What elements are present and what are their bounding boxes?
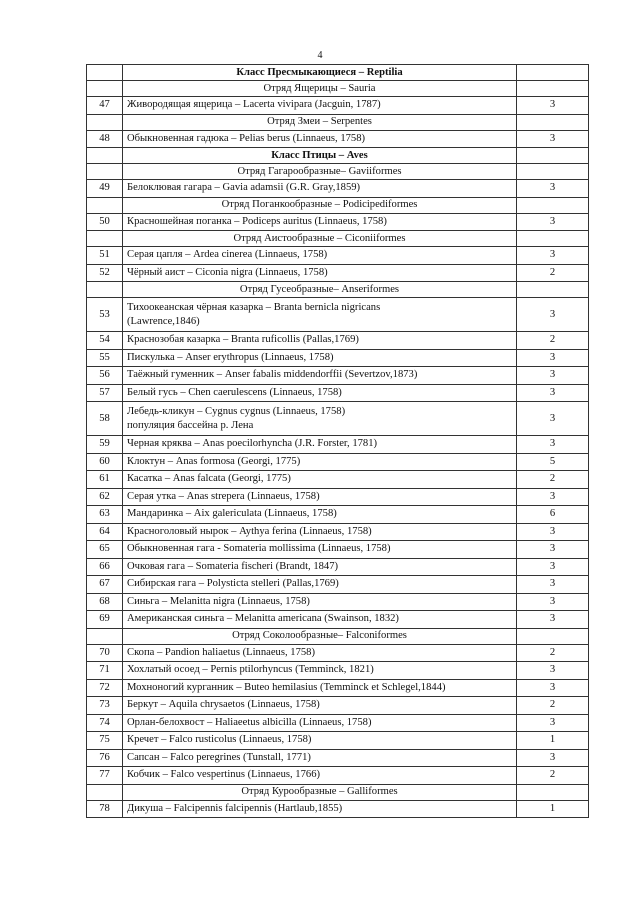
species-row — [87, 679, 589, 697]
species-row — [87, 130, 589, 148]
species-name-cell — [123, 298, 517, 332]
species-name-line: Серая утка – Anas strepera (Linnaeus, 1758) — [127, 490, 320, 502]
species-name-line: Обыкновенная гага - Somateria mollissima (Linnaeus, 1758) — [127, 543, 391, 555]
species-row — [87, 488, 589, 506]
species-name-line: Пискулька – Anser erythropus (Linnaeus, 1758) — [127, 351, 334, 363]
species-number: 57 — [87, 384, 123, 402]
species-name-cell — [123, 367, 517, 385]
species-name-cell — [123, 800, 517, 818]
species-number: 53 — [87, 298, 123, 332]
order-title: Отряд Поганкообразные – Podicipediformes — [123, 197, 517, 213]
species-name-line: Сапсан – Falco peregrines (Tunstall, 1771) — [127, 751, 311, 763]
empty-cell — [87, 231, 123, 247]
species-table — [86, 64, 589, 818]
species-row — [87, 453, 589, 471]
species-name-line: Таёжный гуменник – Anser fabalis middendorffii (Severtzov,1873) — [127, 369, 418, 381]
species-name-line: Беркут – Aquila chrysaetos (Linnaeus, 1758) — [127, 699, 320, 711]
species-name-line: Белый гусь – Chen caerulescens (Linnaeus, 1758) — [127, 386, 342, 398]
species-number: 59 — [87, 436, 123, 454]
species-name-cell — [123, 593, 517, 611]
empty-cell — [87, 197, 123, 213]
species-name-line: Черная кряква – Anas poecilorhyncha (J.R. Forster, 1781) — [127, 438, 378, 450]
species-name-cell — [123, 349, 517, 367]
status-category: 3 — [517, 130, 589, 148]
species-number: 54 — [87, 332, 123, 350]
species-number: 56 — [87, 367, 123, 385]
species-number: 70 — [87, 644, 123, 662]
species-number: 62 — [87, 488, 123, 506]
species-name-cell — [123, 247, 517, 265]
order-header-row — [87, 81, 589, 97]
species-row — [87, 349, 589, 367]
species-name-line: Красноголовый нырок – Aythya ferina (Linnaeus, 1758) — [127, 525, 372, 537]
species-name-cell — [123, 662, 517, 680]
species-name-line: Орлан-белохвост – Haliaeetus albicilla (Linnaeus, 1758) — [127, 716, 372, 728]
status-category: 3 — [517, 541, 589, 559]
status-category: 3 — [517, 576, 589, 594]
species-number: 69 — [87, 611, 123, 629]
species-name-line: (Lawrence,1846) — [127, 315, 200, 327]
species-name-cell — [123, 471, 517, 489]
species-row — [87, 213, 589, 231]
species-name-cell — [123, 523, 517, 541]
species-number: 52 — [87, 264, 123, 282]
species-name-line: Хохлатый осоед – Pernis ptilorhyncus (Temminck, 1821) — [127, 664, 374, 676]
status-category: 3 — [517, 714, 589, 732]
empty-cell — [87, 81, 123, 97]
species-name-line: Касатка – Anas falcata (Georgi, 1775) — [127, 473, 291, 485]
species-name-cell — [123, 213, 517, 231]
status-category: 3 — [517, 384, 589, 402]
species-number: 49 — [87, 180, 123, 198]
species-name-cell — [123, 453, 517, 471]
species-number: 47 — [87, 97, 123, 115]
status-category: 3 — [517, 749, 589, 767]
status-category: 3 — [517, 436, 589, 454]
empty-cell — [517, 164, 589, 180]
species-name-line: Мандаринка – Aix galericulata (Linnaeus, 1758) — [127, 508, 337, 520]
order-title: Отряд Аистообразные – Ciconiiformes — [123, 231, 517, 247]
empty-cell — [517, 114, 589, 130]
species-number: 73 — [87, 697, 123, 715]
species-number: 71 — [87, 662, 123, 680]
species-row — [87, 436, 589, 454]
species-name-cell — [123, 506, 517, 524]
species-number: 74 — [87, 714, 123, 732]
species-row — [87, 298, 589, 332]
status-category: 2 — [517, 332, 589, 350]
status-category: 6 — [517, 506, 589, 524]
status-category: 3 — [517, 662, 589, 680]
species-name-line: Очковая гага – Somateria fischeri (Brandt, 1847) — [127, 560, 339, 572]
species-row — [87, 697, 589, 715]
status-category: 3 — [517, 298, 589, 332]
species-name-line: Чёрный аист – Ciconia nigra (Linnaeus, 1758) — [127, 266, 328, 278]
empty-cell — [517, 81, 589, 97]
page-number: 4 — [317, 50, 323, 61]
species-name-cell — [123, 732, 517, 750]
status-category: 3 — [517, 367, 589, 385]
class-title: Класс Пресмыкающиеся – Reptilia — [123, 65, 517, 81]
species-row — [87, 506, 589, 524]
species-name-cell — [123, 611, 517, 629]
species-row — [87, 732, 589, 750]
species-row — [87, 611, 589, 629]
species-number: 77 — [87, 767, 123, 785]
order-header-row — [87, 231, 589, 247]
status-category: 2 — [517, 644, 589, 662]
status-category: 3 — [517, 611, 589, 629]
species-name-line: Клоктун – Anas formosa (Georgi, 1775) — [127, 455, 301, 467]
status-category: 3 — [517, 97, 589, 115]
species-name-cell — [123, 767, 517, 785]
class-header-row — [87, 148, 589, 164]
species-name-line: Синьга – Melanitta nigra (Linnaeus, 1758) — [127, 595, 310, 607]
species-row — [87, 749, 589, 767]
species-row — [87, 332, 589, 350]
species-number: 64 — [87, 523, 123, 541]
species-number: 78 — [87, 800, 123, 818]
status-category: 3 — [517, 247, 589, 265]
order-header-row — [87, 164, 589, 180]
order-header-row — [87, 282, 589, 298]
species-row — [87, 593, 589, 611]
empty-cell — [517, 197, 589, 213]
species-name-cell — [123, 97, 517, 115]
empty-cell — [87, 65, 123, 81]
order-header-row — [87, 628, 589, 644]
species-name-cell — [123, 644, 517, 662]
species-name-cell — [123, 488, 517, 506]
species-name-cell — [123, 180, 517, 198]
status-category: 2 — [517, 471, 589, 489]
species-row — [87, 180, 589, 198]
empty-cell — [87, 164, 123, 180]
species-name-line: Сибирская гага – Polysticta stelleri (Pallas,1769) — [127, 578, 339, 590]
species-row — [87, 714, 589, 732]
species-row — [87, 402, 589, 436]
status-category: 3 — [517, 488, 589, 506]
species-name-line: Живородящая ящерица – Lacerta vivipara (Jaсguin, 1787) — [127, 99, 381, 111]
species-name-cell — [123, 436, 517, 454]
species-number: 72 — [87, 679, 123, 697]
species-row — [87, 97, 589, 115]
status-category: 5 — [517, 453, 589, 471]
empty-cell — [517, 784, 589, 800]
species-number: 60 — [87, 453, 123, 471]
species-name-cell — [123, 130, 517, 148]
species-name-line: Кречет – Falco rusticolus (Linnaeus, 1758) — [127, 734, 312, 746]
status-category: 1 — [517, 732, 589, 750]
species-name-cell — [123, 697, 517, 715]
species-row — [87, 384, 589, 402]
species-number: 75 — [87, 732, 123, 750]
empty-cell — [517, 148, 589, 164]
species-name-line: Тихоокеанская чёрная казарка – Branta bernicla nigricans — [127, 301, 381, 313]
species-name-line: Скопа – Pandion haliaetus (Linnaeus, 1758) — [127, 646, 315, 658]
species-name-cell — [123, 332, 517, 350]
status-category: 3 — [517, 679, 589, 697]
order-title: Отряд Курообразные – Galliformes — [123, 784, 517, 800]
species-name-cell — [123, 541, 517, 559]
class-header-row — [87, 65, 589, 81]
species-row — [87, 247, 589, 265]
species-table-body — [87, 65, 589, 818]
species-name-line: Лебедь-кликун – Cygnus cygnus (Linnaeus, 1758) — [127, 405, 346, 417]
species-name-cell — [123, 679, 517, 697]
species-row — [87, 662, 589, 680]
order-header-row — [87, 197, 589, 213]
order-title: Отряд Гагарообразные– Gaviiformes — [123, 164, 517, 180]
empty-cell — [87, 114, 123, 130]
order-header-row — [87, 784, 589, 800]
species-name-line: Серая цапля – Ardea cinerea (Linnaeus, 1758) — [127, 249, 328, 261]
species-number: 50 — [87, 213, 123, 231]
empty-cell — [517, 282, 589, 298]
species-row — [87, 576, 589, 594]
species-row — [87, 523, 589, 541]
class-title: Класс Птицы – Aves — [123, 148, 517, 164]
empty-cell — [87, 628, 123, 644]
species-name-cell — [123, 402, 517, 436]
order-title: Отряд Змеи – Serpentes — [123, 114, 517, 130]
order-title: Отряд Ящерицы – Sauria — [123, 81, 517, 97]
species-number: 48 — [87, 130, 123, 148]
species-name-line: Дикуша – Falcipennis falcipennis (Hartlaub,1855) — [127, 802, 343, 814]
empty-cell — [87, 148, 123, 164]
species-number: 55 — [87, 349, 123, 367]
species-row — [87, 644, 589, 662]
species-name-line: Белоклювая гагара – Gavia adamsii (G.R. Gray,1859) — [127, 182, 361, 194]
species-number: 76 — [87, 749, 123, 767]
status-category: 2 — [517, 264, 589, 282]
species-name-line: Американская синьга – Melanitta americana (Swainson, 1832) — [127, 613, 399, 625]
order-header-row — [87, 114, 589, 130]
species-row — [87, 471, 589, 489]
species-number: 61 — [87, 471, 123, 489]
empty-cell — [517, 628, 589, 644]
species-number: 68 — [87, 593, 123, 611]
order-title: Отряд Гусеобразные– Anseriformes — [123, 282, 517, 298]
empty-cell — [517, 231, 589, 247]
species-number: 67 — [87, 576, 123, 594]
empty-cell — [87, 282, 123, 298]
species-row — [87, 264, 589, 282]
status-category: 3 — [517, 402, 589, 436]
status-category: 3 — [517, 593, 589, 611]
empty-cell — [517, 65, 589, 81]
species-number: 63 — [87, 506, 123, 524]
status-category: 3 — [517, 523, 589, 541]
species-name-line: Мохноногий курганник – Buteo hemilasius (Temminck et Schlegel,1844) — [127, 681, 446, 693]
species-name-cell — [123, 714, 517, 732]
species-name-cell — [123, 576, 517, 594]
species-name-cell — [123, 749, 517, 767]
species-name-cell — [123, 384, 517, 402]
species-row — [87, 367, 589, 385]
species-row — [87, 541, 589, 559]
status-category: 3 — [517, 180, 589, 198]
species-row — [87, 800, 589, 818]
species-number: 51 — [87, 247, 123, 265]
species-name-line: популяция бассейна р. Лена — [127, 419, 254, 431]
status-category: 3 — [517, 349, 589, 367]
order-title: Отряд Соколообразные– Falconiformes — [123, 628, 517, 644]
species-number: 66 — [87, 558, 123, 576]
species-row — [87, 558, 589, 576]
species-number: 65 — [87, 541, 123, 559]
status-category: 3 — [517, 213, 589, 231]
species-name-line: Кобчик – Falco vespertinus (Linnaeus, 1766) — [127, 769, 321, 781]
species-number: 58 — [87, 402, 123, 436]
species-name-cell — [123, 264, 517, 282]
empty-cell — [87, 784, 123, 800]
species-name-line: Обыкновенная гадюка – Pelias berus (Linnaeus, 1758) — [127, 132, 366, 144]
status-category: 3 — [517, 558, 589, 576]
status-category: 1 — [517, 800, 589, 818]
species-name-line: Краснозобая казарка – Branta ruficollis (Pallas,1769) — [127, 334, 359, 346]
status-category: 2 — [517, 767, 589, 785]
status-category: 2 — [517, 697, 589, 715]
species-name-cell — [123, 558, 517, 576]
species-name-line: Красношейная поганка – Podiceps auritus (Linnaeus, 1758) — [127, 215, 387, 227]
species-row — [87, 767, 589, 785]
